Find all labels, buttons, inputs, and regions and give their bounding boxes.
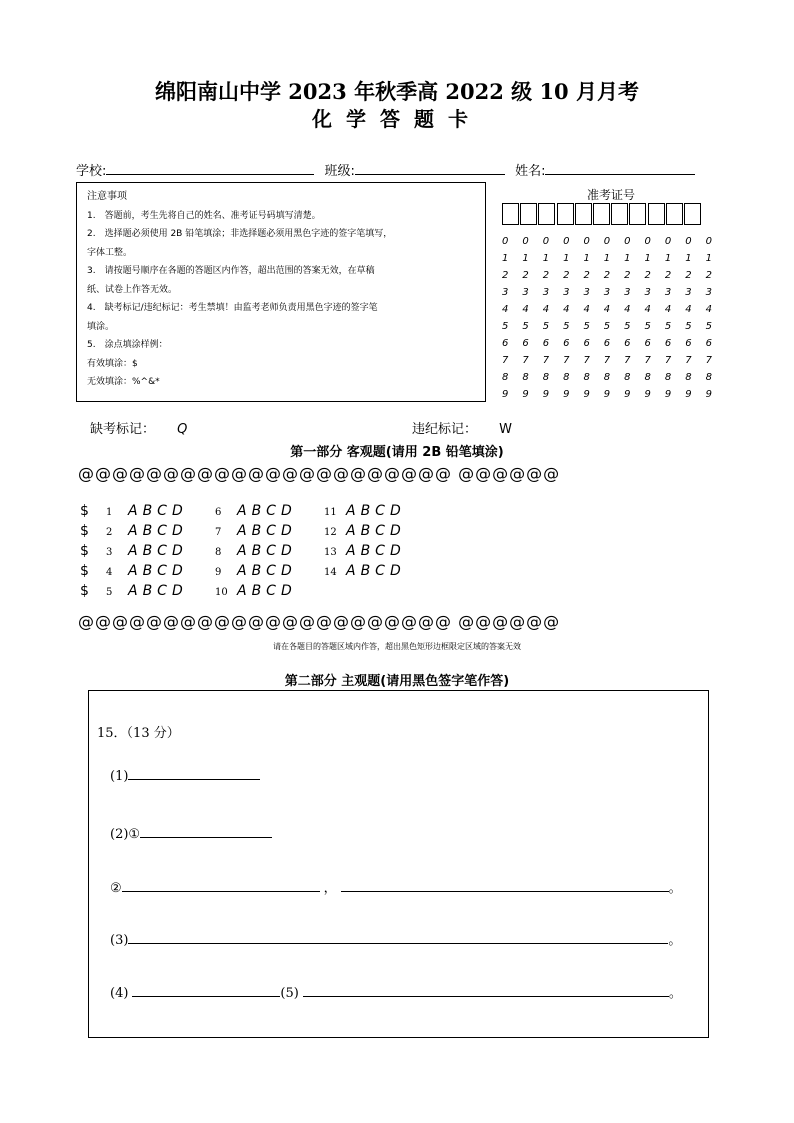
digit-bubble[interactable]: 5 xyxy=(542,321,550,332)
comma: ， xyxy=(323,881,337,896)
question-item xyxy=(106,563,188,579)
digit-bubble[interactable]: 9 xyxy=(603,389,611,400)
digit-bubble[interactable]: 9 xyxy=(664,389,672,400)
digit-bubble[interactable]: 0 xyxy=(705,236,712,247)
name-field[interactable] xyxy=(545,162,695,175)
exam-id-box[interactable] xyxy=(575,203,592,225)
notes-item: 1. 答题前，考生先将自己的姓名、准考证号码填写清楚。 xyxy=(87,210,321,221)
digit-bubble[interactable]: 9 xyxy=(522,389,529,400)
question-item xyxy=(324,563,406,579)
digit-bubble[interactable]: 9 xyxy=(563,389,570,400)
digit-bubble[interactable]: 1 xyxy=(705,253,712,264)
digit-bubble[interactable]: 6 xyxy=(624,338,631,349)
notes-box xyxy=(76,182,486,402)
digit-bubble[interactable]: 7 xyxy=(522,355,529,366)
notes-item: 4. 缺考标记/违纪标记：考生禁填！由监考老师负责用黑色字迹的签字笔 xyxy=(87,303,378,313)
digit-bubble[interactable]: 6 xyxy=(542,338,550,349)
period: 。 xyxy=(668,881,682,896)
digit-bubble[interactable]: 6 xyxy=(522,338,529,349)
notes-item: 字体工整。 xyxy=(87,247,133,258)
digit-row xyxy=(502,321,712,338)
digit-bubble[interactable]: 2 xyxy=(583,270,590,281)
notes-item: 2. 选择题必须使用 2B 铅笔填涂；非选择题必须用黑色字迹的签字笔填写， xyxy=(87,229,393,239)
absent-label: 缺考标记： xyxy=(90,422,156,437)
digit-bubble[interactable]: 8 xyxy=(685,372,692,383)
exam-id-box[interactable] xyxy=(648,203,665,225)
fill-sample-mark: $ xyxy=(80,583,89,599)
digit-bubble[interactable]: 2 xyxy=(603,270,611,281)
exam-id-boxes xyxy=(502,203,702,225)
exam-id-label: 准考证号 xyxy=(586,188,635,202)
question-item xyxy=(324,503,406,519)
digit-bubble[interactable]: 5 xyxy=(644,321,651,332)
digit-bubble[interactable]: 3 xyxy=(644,287,651,298)
label-2-2: ② xyxy=(110,881,122,896)
label-4: (4) xyxy=(110,986,129,1001)
digit-bubble[interactable]: 7 xyxy=(583,355,590,366)
fill-sample-mark: $ xyxy=(80,503,89,519)
digit-bubble[interactable]: 6 xyxy=(664,338,672,349)
answer-options[interactable]: ABCD xyxy=(128,563,188,579)
digit-bubble[interactable]: 2 xyxy=(522,270,529,281)
digit-bubble[interactable]: 6 xyxy=(644,338,651,349)
digit-bubble[interactable]: 5 xyxy=(705,321,712,332)
digit-bubble[interactable]: 7 xyxy=(624,355,631,366)
answer-line-1 xyxy=(110,766,260,784)
label-3: (3) xyxy=(110,933,129,948)
digit-bubble[interactable]: 8 xyxy=(664,372,672,383)
digit-bubble[interactable]: 4 xyxy=(644,304,651,315)
question-item xyxy=(215,503,297,519)
digit-bubble[interactable]: 0 xyxy=(685,236,692,247)
digit-bubble[interactable]: 5 xyxy=(583,321,590,332)
answer-line-2-2 xyxy=(110,877,682,896)
question-number: 10 xyxy=(215,587,228,598)
digit-row xyxy=(502,338,712,355)
part1-title: 第一部分 客观题(请用 2B 铅笔填涂) xyxy=(290,445,504,460)
answer-options[interactable]: ABCD xyxy=(128,543,188,559)
digit-bubble[interactable]: 2 xyxy=(685,270,692,281)
question-item xyxy=(106,583,188,599)
digit-bubble[interactable]: 9 xyxy=(624,389,631,400)
exam-id-box[interactable] xyxy=(666,203,683,225)
absent-symbol[interactable]: Q xyxy=(177,422,188,437)
answer-options[interactable]: ABCD xyxy=(128,523,188,539)
digit-bubble[interactable]: 8 xyxy=(563,372,570,383)
exam-id-box[interactable] xyxy=(520,203,537,225)
digit-bubble[interactable]: 9 xyxy=(542,389,550,400)
question-number: 1 xyxy=(106,507,113,518)
class-label: 班级: xyxy=(324,164,355,179)
digit-bubble[interactable]: 4 xyxy=(664,304,672,315)
digit-bubble[interactable]: 7 xyxy=(563,355,570,366)
digit-bubble[interactable]: 8 xyxy=(644,372,651,383)
question-item xyxy=(215,523,297,539)
digit-bubble[interactable]: 8 xyxy=(542,372,550,383)
fill-sample-mark: $ xyxy=(80,563,89,579)
digit-bubble[interactable]: 5 xyxy=(563,321,570,332)
digit-row xyxy=(502,389,712,406)
answer-options[interactable]: ABCD xyxy=(237,583,297,599)
question-item xyxy=(215,583,297,599)
question-item xyxy=(106,523,188,539)
notes-item: 3. 请按题号顺序在各题的答题区内作答，超出范围的答案无效，在草稿 xyxy=(87,266,375,276)
digit-bubble[interactable]: 1 xyxy=(563,253,570,264)
digit-row xyxy=(502,372,712,389)
digit-bubble[interactable]: 5 xyxy=(685,321,692,332)
digit-bubble[interactable]: 7 xyxy=(664,355,672,366)
digit-bubble[interactable]: 4 xyxy=(522,304,529,315)
answer-field-2-1[interactable] xyxy=(140,824,272,838)
student-info xyxy=(76,160,701,179)
digit-bubble[interactable]: 3 xyxy=(685,287,692,298)
digit-bubble[interactable]: 2 xyxy=(542,270,550,281)
digit-bubble[interactable]: 8 xyxy=(603,372,611,383)
digit-row xyxy=(502,355,712,372)
digit-row xyxy=(502,253,712,270)
question-number: 3 xyxy=(106,547,113,558)
digit-bubble[interactable]: 6 xyxy=(685,338,692,349)
question-item xyxy=(215,543,297,559)
digit-row xyxy=(502,270,712,287)
q15-heading: 15．（13 分） xyxy=(97,726,180,741)
digit-bubble[interactable]: 4 xyxy=(624,304,631,315)
digit-bubble[interactable]: 7 xyxy=(644,355,651,366)
digit-bubble[interactable]: 3 xyxy=(542,287,550,298)
digit-bubble[interactable]: 0 xyxy=(583,236,590,247)
question-number: 2 xyxy=(106,527,113,538)
question-number: 6 xyxy=(215,507,222,518)
violation-symbol[interactable]: W xyxy=(499,422,513,437)
digit-bubble[interactable]: 5 xyxy=(603,321,611,332)
question-number: 14 xyxy=(324,567,337,578)
digit-bubble[interactable]: 0 xyxy=(522,236,529,247)
digit-bubble[interactable]: 7 xyxy=(542,355,550,366)
question-item xyxy=(324,523,406,539)
digit-row xyxy=(502,287,712,304)
question-item xyxy=(324,543,406,559)
question-item xyxy=(215,563,297,579)
digit-bubble[interactable]: 7 xyxy=(705,355,712,366)
digit-bubble[interactable]: 1 xyxy=(542,253,550,264)
answer-options[interactable]: ABCD xyxy=(346,543,406,559)
absent-mark xyxy=(90,418,187,437)
period: 。 xyxy=(668,933,682,948)
class-field[interactable] xyxy=(355,162,505,175)
answer-options[interactable]: ABCD xyxy=(237,523,297,539)
digit-bubble[interactable]: 5 xyxy=(624,321,631,332)
fill-sample-mark: $ xyxy=(80,523,89,539)
digit-bubble[interactable]: 9 xyxy=(685,389,692,400)
school-label: 学校: xyxy=(76,164,107,179)
digit-bubble[interactable]: 3 xyxy=(583,287,590,298)
digit-bubble[interactable]: 2 xyxy=(624,270,631,281)
digit-bubble[interactable]: 8 xyxy=(522,372,529,383)
question-number: 8 xyxy=(215,547,222,558)
digit-bubble[interactable]: 2 xyxy=(705,270,712,281)
digit-bubble[interactable]: 2 xyxy=(563,270,570,281)
digit-bubble[interactable]: 1 xyxy=(685,253,692,264)
answer-options[interactable]: ABCD xyxy=(237,563,297,579)
page-title: 绵阳南山中学 2023 年秋季高 2022 级 10 月月考 xyxy=(155,79,639,104)
page-subtitle: 化学答题卡 xyxy=(312,107,482,131)
digit-bubble[interactable]: 6 xyxy=(603,338,611,349)
digit-bubble[interactable]: 8 xyxy=(502,372,509,383)
answer-line-2-1 xyxy=(110,824,272,842)
exam-id-box[interactable] xyxy=(611,203,628,225)
digit-bubble[interactable]: 6 xyxy=(502,338,509,349)
digit-bubble[interactable]: 3 xyxy=(563,287,570,298)
digit-bubble[interactable]: 1 xyxy=(522,253,529,264)
digit-row xyxy=(502,304,712,321)
exam-id-box[interactable] xyxy=(502,203,519,225)
answer-field-4[interactable] xyxy=(132,983,280,997)
label-1: (1) xyxy=(110,769,129,784)
digit-bubble[interactable]: 4 xyxy=(563,304,570,315)
digit-bubble[interactable]: 2 xyxy=(644,270,651,281)
answer-line-4-5 xyxy=(110,982,682,1001)
notes-item: 填涂。 xyxy=(87,321,115,332)
digit-bubble[interactable]: 5 xyxy=(502,321,509,332)
digit-bubble[interactable]: 0 xyxy=(603,236,611,247)
answer-options[interactable]: ABCD xyxy=(128,583,188,599)
fill-sample-mark: $ xyxy=(80,543,89,559)
exam-id-box[interactable] xyxy=(629,203,646,225)
digit-bubble[interactable]: 9 xyxy=(705,389,712,400)
answer-options[interactable]: ABCD xyxy=(346,503,406,519)
label-2-1: (2)① xyxy=(110,827,141,842)
question-number: 5 xyxy=(106,587,113,598)
digit-bubble[interactable]: 9 xyxy=(502,389,509,400)
digit-bubble[interactable]: 2 xyxy=(664,270,672,281)
notes-item: 有效填涂：$ xyxy=(87,358,138,369)
digit-bubble[interactable]: 1 xyxy=(664,253,672,264)
part2-title: 第二部分 主观题(请用黑色签字笔作答) xyxy=(284,674,510,689)
digit-bubble[interactable]: 0 xyxy=(542,236,550,247)
question-number: 12 xyxy=(324,527,337,538)
answer-area-warning: 请在各题目的答题区域内作答，超出黑色矩形边框限定区域的答案无效 xyxy=(273,642,521,651)
school-field[interactable] xyxy=(106,162,314,175)
digit-bubble[interactable]: 0 xyxy=(502,236,509,247)
exam-id-box[interactable] xyxy=(557,203,574,225)
question-number: 7 xyxy=(215,527,222,538)
notes-item: 无效填涂：%^&* xyxy=(87,377,160,387)
exam-id-box[interactable] xyxy=(593,203,610,225)
digit-bubble[interactable]: 4 xyxy=(603,304,611,315)
answer-field-2-2b[interactable] xyxy=(341,878,669,892)
digit-bubble[interactable]: 5 xyxy=(664,321,672,332)
timing-marks-bottom: @@@@@@@@@@@@@@@@@@@@@@ @@@@@@ xyxy=(78,612,561,631)
question-number: 9 xyxy=(215,567,222,578)
answer-field-5[interactable] xyxy=(303,983,669,997)
answer-options[interactable]: ABCD xyxy=(237,503,297,519)
digit-bubble[interactable]: 3 xyxy=(502,287,509,298)
notes-item: 5. 涂点填涂样例： xyxy=(87,340,168,350)
exam-id-digit-grid xyxy=(502,236,724,406)
name-label: 姓名: xyxy=(515,164,546,179)
question-number: 13 xyxy=(324,547,337,558)
timing-marks-top: @@@@@@@@@@@@@@@@@@@@@@ @@@@@@ xyxy=(78,464,561,483)
digit-bubble[interactable]: 6 xyxy=(705,338,712,349)
digit-bubble[interactable]: 7 xyxy=(685,355,692,366)
digit-bubble[interactable]: 3 xyxy=(522,287,529,298)
digit-bubble[interactable]: 8 xyxy=(624,372,631,383)
answer-options[interactable]: ABCD xyxy=(237,543,297,559)
digit-bubble[interactable]: 7 xyxy=(502,355,509,366)
digit-bubble[interactable]: 3 xyxy=(664,287,672,298)
answer-options[interactable]: ABCD xyxy=(346,523,406,539)
digit-bubble[interactable]: 3 xyxy=(603,287,611,298)
notes-item: 纸、试卷上作答无效。 xyxy=(87,284,178,295)
digit-bubble[interactable]: 9 xyxy=(583,389,590,400)
question-item xyxy=(106,503,188,519)
question-number: 11 xyxy=(324,507,337,518)
digit-bubble[interactable]: 8 xyxy=(705,372,712,383)
digit-bubble[interactable]: 0 xyxy=(644,236,651,247)
digit-bubble[interactable]: 2 xyxy=(502,270,509,281)
digit-bubble[interactable]: 4 xyxy=(705,304,712,315)
digit-bubble[interactable]: 7 xyxy=(603,355,611,366)
digit-bubble[interactable]: 1 xyxy=(624,253,631,264)
digit-bubble[interactable]: 3 xyxy=(624,287,631,298)
digit-bubble[interactable]: 4 xyxy=(583,304,590,315)
period: 。 xyxy=(668,986,682,1001)
answer-options[interactable]: ABCD xyxy=(128,503,188,519)
answer-field-3[interactable] xyxy=(128,930,668,944)
digit-bubble[interactable]: 0 xyxy=(664,236,672,247)
answer-field-1[interactable] xyxy=(128,766,260,780)
question-number: 4 xyxy=(106,567,113,578)
digit-bubble[interactable]: 9 xyxy=(644,389,651,400)
digit-bubble[interactable]: 0 xyxy=(624,236,631,247)
notes-title: 注意事项 xyxy=(87,191,127,202)
digit-bubble[interactable]: 0 xyxy=(563,236,570,247)
exam-id-box[interactable] xyxy=(684,203,701,225)
answer-line-3 xyxy=(110,929,681,948)
digit-bubble[interactable]: 1 xyxy=(603,253,611,264)
answer-options[interactable]: ABCD xyxy=(346,563,406,579)
digit-bubble[interactable]: 4 xyxy=(685,304,692,315)
violation-label: 违纪标记： xyxy=(412,422,478,437)
digit-bubble[interactable]: 1 xyxy=(502,253,509,264)
label-5: (5) xyxy=(280,986,299,1001)
digit-bubble[interactable]: 1 xyxy=(644,253,651,264)
digit-bubble[interactable]: 3 xyxy=(705,287,712,298)
answer-field-2-2a[interactable] xyxy=(122,878,320,892)
exam-id-box[interactable] xyxy=(538,203,555,225)
digit-bubble[interactable]: 1 xyxy=(583,253,590,264)
violation-mark xyxy=(412,418,512,437)
digit-bubble[interactable]: 6 xyxy=(583,338,590,349)
digit-bubble[interactable]: 4 xyxy=(542,304,550,315)
digit-row xyxy=(502,236,712,253)
question-item xyxy=(106,543,188,559)
digit-bubble[interactable]: 5 xyxy=(522,321,529,332)
digit-bubble[interactable]: 4 xyxy=(502,304,509,315)
digit-bubble[interactable]: 8 xyxy=(583,372,590,383)
digit-bubble[interactable]: 6 xyxy=(563,338,570,349)
